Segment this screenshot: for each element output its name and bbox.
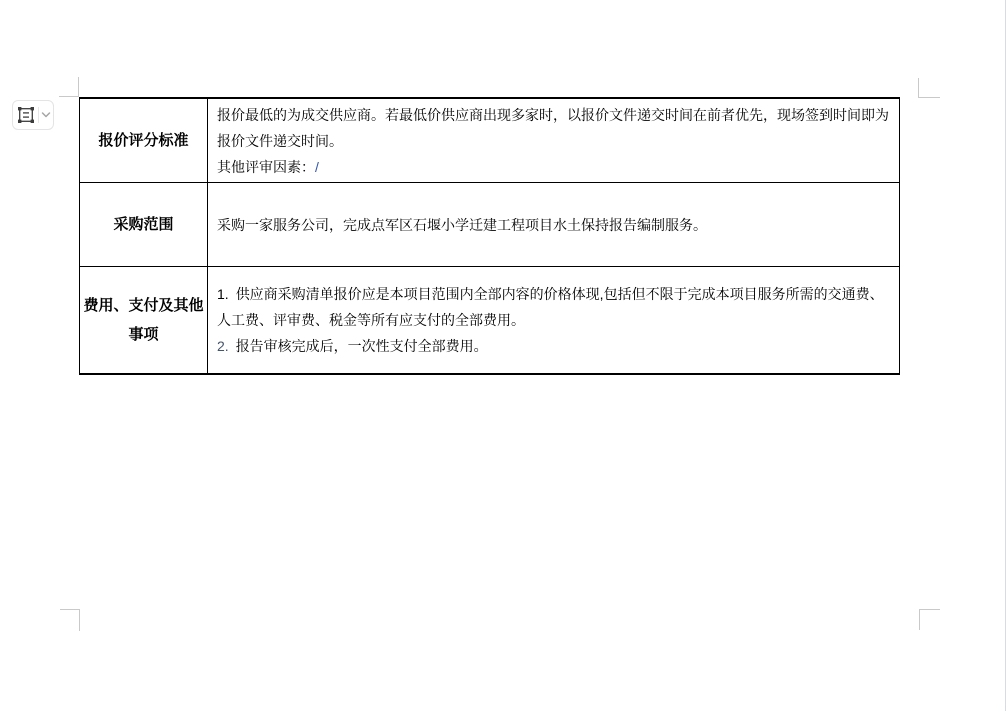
row-label-cell[interactable]: 费用、支付及其他事项 [80,267,208,373]
row-content-cell[interactable] [208,99,899,182]
window-edge-line [1005,0,1006,711]
paragraph-layout-button[interactable] [12,100,54,130]
row-label-cell[interactable]: 报价评分标准 [80,99,208,182]
table-row-fees-payment [80,267,899,373]
other-factors-label: 其他评审因素： [217,158,315,175]
procurement-table [79,97,900,375]
row-content-cell[interactable] [208,267,899,373]
page-corner-mark-top-right [918,78,940,98]
table-row-procurement-scope [80,183,899,267]
list-number: 2. [217,338,229,354]
page-corner-mark-top-left [59,77,79,97]
paragraph: 报价最低的为成交供应商。若最低价供应商出现多家时，以报价文件递交时间在前者优先，现场签到时间即为报价文件递交时间。 [217,106,889,149]
row-content-cell[interactable] [208,183,899,266]
row-label-cell[interactable]: 采购范围 [80,183,208,266]
page-corner-mark-bottom-left [60,609,80,631]
list-item [217,281,890,333]
other-factors-value: / [315,158,319,175]
list-item [217,333,890,359]
chevron-down-icon[interactable] [39,101,53,129]
list-number: 1. [217,286,229,302]
list-text: 报告审核完成后，一次性支付全部费用。 [235,338,488,354]
paragraph-layout-icon [13,101,38,129]
paragraph: 采购一家服务公司，完成点军区石堰小学迁建工程项目水土保持报告编制服务。 [217,216,707,233]
list-text: 供应商采购清单报价应是本项目范围内全部内容的价格体现,包括但不限于完成本项目服务所需的交通费、人工费、评审费、税金等所有应支付的全部费用。 [217,286,884,328]
table-row-scoring-criteria [80,99,899,183]
paragraph [217,154,890,180]
page-corner-mark-bottom-right [919,609,940,630]
